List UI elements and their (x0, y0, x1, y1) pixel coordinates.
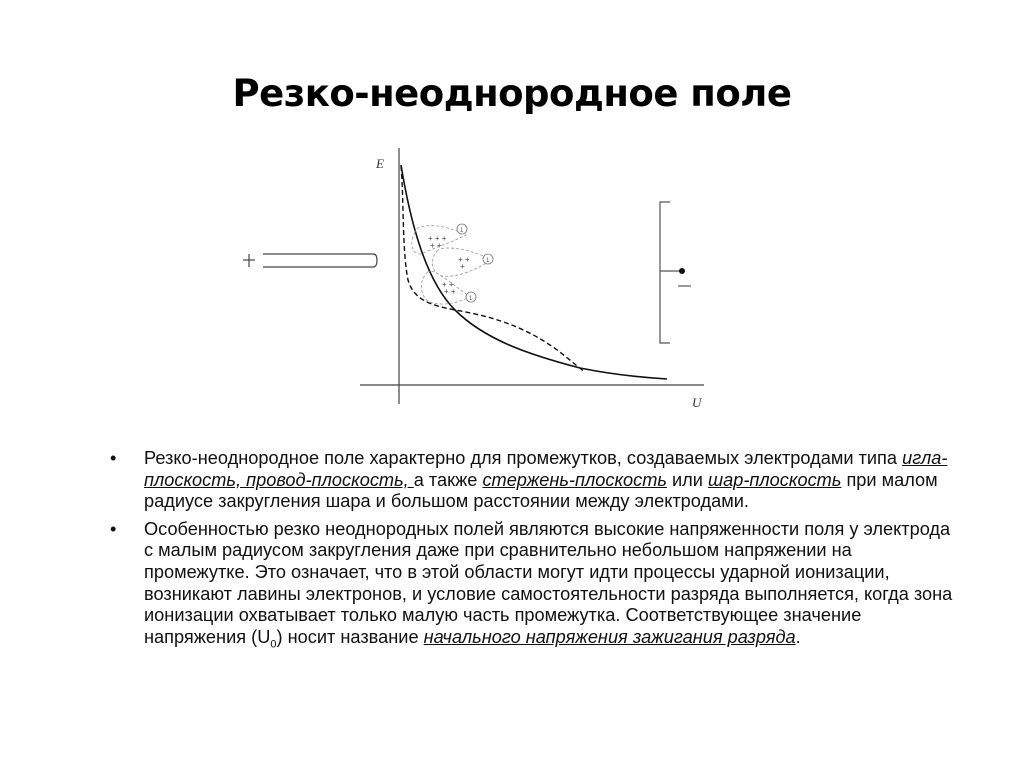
svg-text:+ +: + + (442, 280, 454, 289)
bullet-item: • Особенностью резко неоднородных полей являются высокие напряженности поля у электрода с малым радиусом закругления даже при сравнительно небольшом напряжении на промежутке. Это означает, что в этой области могут идти процессы ударной ионизации, возникают лавины электронов, и условие самостоятельности разряда выполняется, когда зона ионизации охватывает только малую часть промежутка. Соответствующее значение напряжения $(U_0)$ носит название начального напряжения зажигания разряда. (110, 518, 953, 651)
svg-text:+ +: + + (444, 287, 456, 296)
svg-text:+ +: + + (458, 255, 470, 264)
svg-text:1: 1 (460, 228, 464, 234)
term-link: игла-плоскость, провод-плоскость, (144, 448, 948, 490)
bullet-dot: • (110, 518, 117, 539)
term-link: начального напряжения зажигания разряда (423, 626, 796, 647)
svg-text:+ +: + + (430, 241, 442, 250)
slide-title: Резко-неоднородное поле (232, 72, 792, 115)
bullet-item: • Резко-неоднородное поле характерно для промежутков, создаваемых электродами типа игла-плоскость, провод-плоскость, а также стержень-плоскость или шар-плоскость при малом радиусе закругления шара и большом расстоянии между электродами. (110, 448, 948, 512)
rod-electrode (263, 254, 377, 267)
svg-text:+ + +: + + + (428, 234, 447, 243)
plane-electrode (660, 202, 670, 343)
svg-text:+: + (460, 262, 465, 271)
y-axis-label: E (376, 156, 384, 171)
term-link: шар-плоскость (708, 469, 842, 490)
slide-body (110, 448, 960, 662)
term-link: стержень-плоскость (482, 469, 667, 490)
field-diagram (230, 140, 710, 420)
bullet-dot: • (110, 448, 117, 468)
svg-text:1: 1 (486, 258, 490, 264)
svg-text:1: 1 (469, 296, 473, 302)
x-axis-label: U (692, 395, 702, 410)
solid-field-curve (401, 165, 667, 379)
